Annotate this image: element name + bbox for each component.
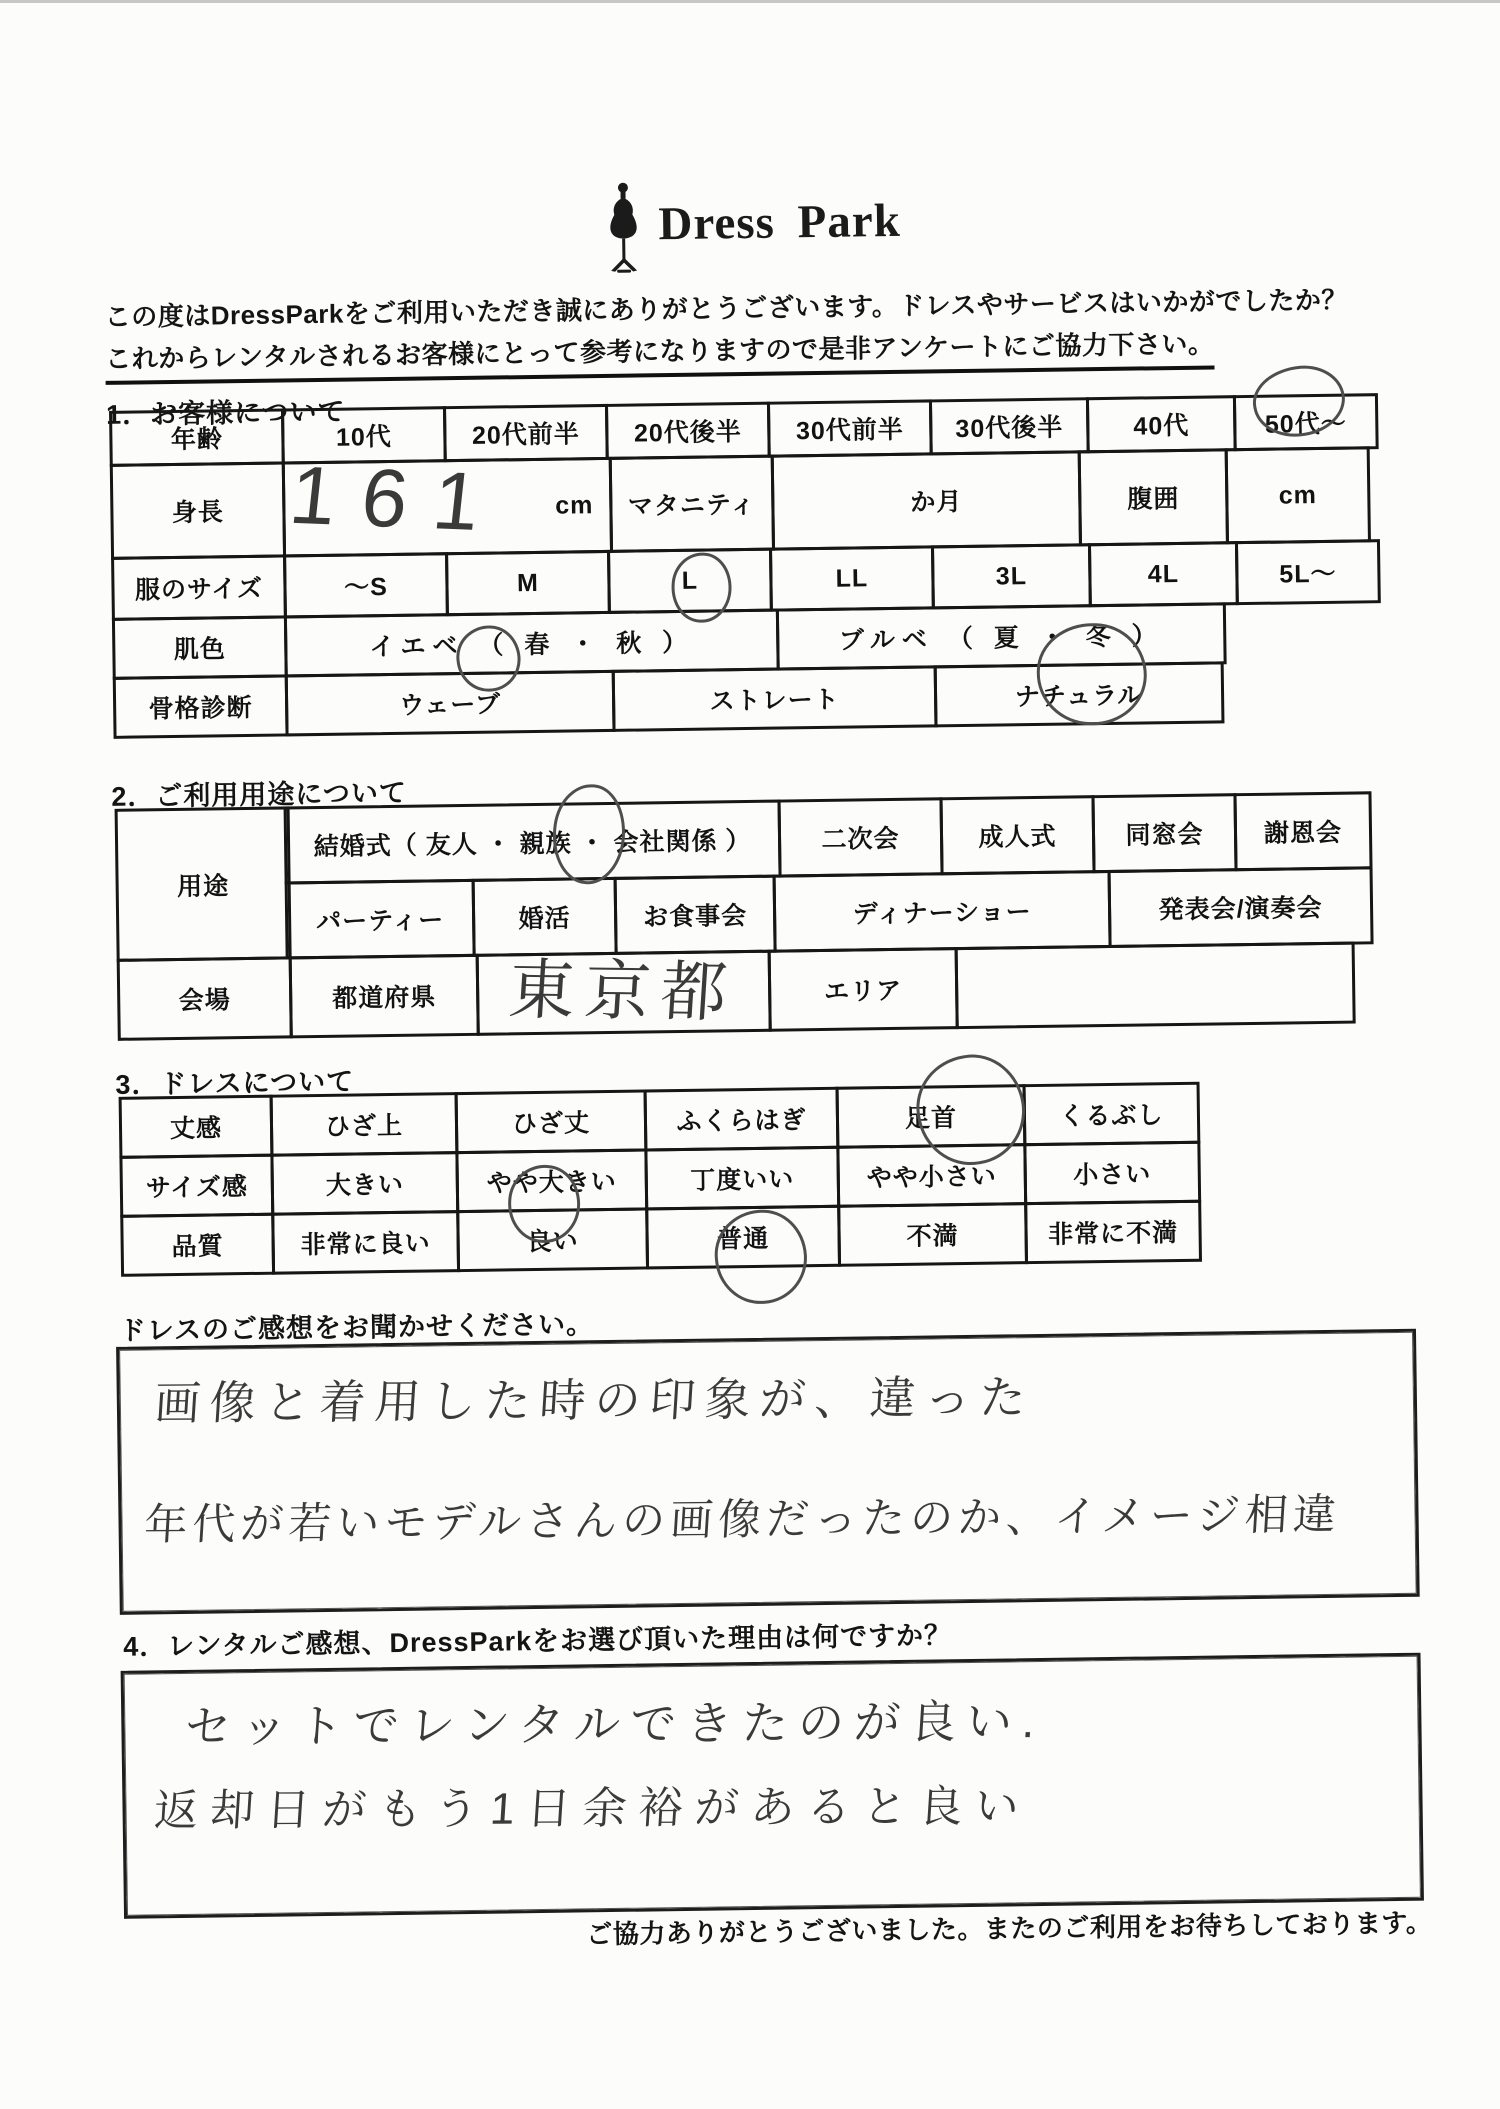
size-option-l: L bbox=[607, 548, 773, 614]
length-ankle: 足首 bbox=[836, 1084, 1027, 1149]
age-option-40s: 40代 bbox=[1086, 395, 1237, 453]
size-label: 服のサイズ bbox=[111, 554, 287, 620]
fit-just-right: 丁度いい bbox=[644, 1146, 840, 1211]
area-label: エリア bbox=[768, 947, 959, 1032]
usage-table bbox=[115, 791, 1372, 1040]
purpose-label: 用途 bbox=[115, 806, 292, 961]
size-option-m: M bbox=[445, 550, 611, 616]
section-2-title: 2．ご利用用途について bbox=[111, 777, 408, 812]
handwritten-height-value: 161 bbox=[285, 449, 511, 549]
length-label: 丈感 bbox=[119, 1095, 274, 1159]
length-knee: ひざ丈 bbox=[455, 1089, 648, 1154]
size-option-ll: LL bbox=[769, 545, 935, 611]
fit-small: 小さい bbox=[1023, 1141, 1201, 1205]
purpose-rows bbox=[115, 791, 1371, 961]
intro-line-2: これからレンタルされるお客様にとって参考になりますので是非アンケートにご協力下さい。 bbox=[105, 323, 1215, 384]
length-calf: ふくらはぎ bbox=[644, 1087, 840, 1152]
customer-table bbox=[109, 393, 1379, 739]
dress-table bbox=[119, 1082, 1199, 1277]
age-option-10s: 10代 bbox=[281, 406, 447, 464]
waist-unit-cell: cm bbox=[1225, 446, 1371, 544]
fit-slightly-small: やや小さい bbox=[836, 1143, 1027, 1208]
section-3-title: 3．ドレスについて bbox=[115, 1066, 355, 1100]
quality-very-unsatisfied: 非常に不満 bbox=[1024, 1200, 1202, 1264]
skeleton-label: 骨格診断 bbox=[113, 674, 289, 738]
dress-feedback-prompt: ドレスのご感想をお聞かせください。 bbox=[118, 1309, 595, 1346]
purpose-thanks-party: 謝恩会 bbox=[1233, 791, 1372, 871]
purpose-wedding: 結婚式（ 友人 ・ 親族 ・ 会社関係 ） bbox=[284, 800, 782, 885]
purpose-coming-of-age: 成人式 bbox=[939, 795, 1095, 875]
intro-line-1: この度はDressParkをご利用いただき誠にありがとうございます。ドレスやサービスはいかがでしたか？ bbox=[104, 284, 1349, 332]
age-option-early-30s: 30代前半 bbox=[767, 399, 933, 457]
quality-very-good: 非常に良い bbox=[271, 1210, 460, 1275]
purpose-dinner-show: ディナーショー bbox=[773, 870, 1112, 953]
maternity-label: マタニティ bbox=[609, 455, 775, 553]
brand-logo bbox=[600, 178, 902, 279]
fit-label: サイズ感 bbox=[119, 1154, 274, 1218]
handwritten-reason-line-2: 返却日がもう1日余裕があると良い bbox=[152, 1781, 1033, 1836]
skeleton-option-natural: ナチュラル bbox=[934, 661, 1225, 727]
brand-name: Dress Park bbox=[658, 194, 902, 251]
size-option-4l: 4L bbox=[1088, 541, 1239, 607]
skeleton-option-straight: ストレート bbox=[612, 665, 938, 732]
size-option-5l: 5L～ bbox=[1235, 539, 1381, 605]
length-above-knee: ひざ上 bbox=[270, 1092, 459, 1157]
quality-normal: 普通 bbox=[645, 1205, 841, 1270]
venue-label: 会場 bbox=[117, 956, 293, 1040]
maternity-unit: か月 bbox=[910, 487, 963, 517]
length-anklebone: くるぶし bbox=[1023, 1082, 1201, 1146]
handwritten-dress-feedback-line-1: 画像と着用した時の印象が、違った bbox=[153, 1371, 1037, 1430]
purpose-reunion: 同窓会 bbox=[1091, 793, 1237, 873]
section-1-title: 1．お客様について bbox=[105, 396, 346, 430]
waist-label: 腹囲 bbox=[1078, 448, 1229, 546]
maternity-input-cell bbox=[771, 450, 1082, 550]
fit-slightly-large: やや大きい bbox=[455, 1148, 648, 1213]
height-label: 身長 bbox=[110, 461, 286, 559]
quality-label: 品質 bbox=[120, 1213, 275, 1277]
size-option-3l: 3L bbox=[931, 543, 1092, 609]
age-label: 年齢 bbox=[109, 408, 285, 466]
purpose-afterparty: 二次会 bbox=[778, 797, 944, 877]
purpose-matchmaking: 婚活 bbox=[472, 877, 618, 957]
handwritten-dress-feedback-line-2: 年代が若いモデルさんの画像だったのか、イメージ相違 bbox=[142, 1490, 1343, 1550]
closing-message: ご協力ありがとうございました。またのご利用をお待ちしております。 bbox=[586, 1907, 1433, 1950]
age-option-late-30s: 30代後半 bbox=[929, 397, 1090, 455]
venue-row bbox=[117, 941, 1372, 1041]
quality-unsatisfied: 不満 bbox=[837, 1202, 1028, 1267]
age-option-early-20s: 20代前半 bbox=[443, 404, 609, 462]
prefecture-label: 都道府県 bbox=[289, 954, 480, 1039]
height-unit: cm bbox=[555, 490, 594, 520]
purpose-party: パーティー bbox=[285, 879, 476, 960]
skin-option-blue: ブルベ （ 夏 ・ 冬 ） bbox=[776, 602, 1227, 670]
size-option-s: ～S bbox=[283, 552, 449, 618]
fit-large: 大きい bbox=[270, 1151, 459, 1216]
section-4-title: 4．レンタルご感想、DressParkをお選び頂いた理由は何ですか？ bbox=[123, 1620, 953, 1662]
area-input-cell bbox=[955, 942, 1356, 1030]
handwritten-reason-line-1: セットでレンタルできたのが良い. bbox=[183, 1694, 1047, 1753]
age-option-50s: 50代～ bbox=[1233, 393, 1379, 451]
age-option-late-20s: 20代後半 bbox=[605, 402, 771, 460]
skin-option-yellow: イエベ （ 春 ・ 秋 ） bbox=[284, 609, 780, 678]
skeleton-option-wave: ウェーブ bbox=[285, 670, 616, 737]
skin-label: 肌色 bbox=[112, 615, 288, 679]
quality-good: 良い bbox=[456, 1207, 649, 1272]
dress-form-icon bbox=[600, 181, 647, 279]
purpose-recital: 発表会/演奏会 bbox=[1108, 866, 1374, 948]
handwritten-prefecture-value: 東京都 bbox=[506, 952, 740, 1030]
purpose-dinner: お食事会 bbox=[614, 875, 777, 955]
